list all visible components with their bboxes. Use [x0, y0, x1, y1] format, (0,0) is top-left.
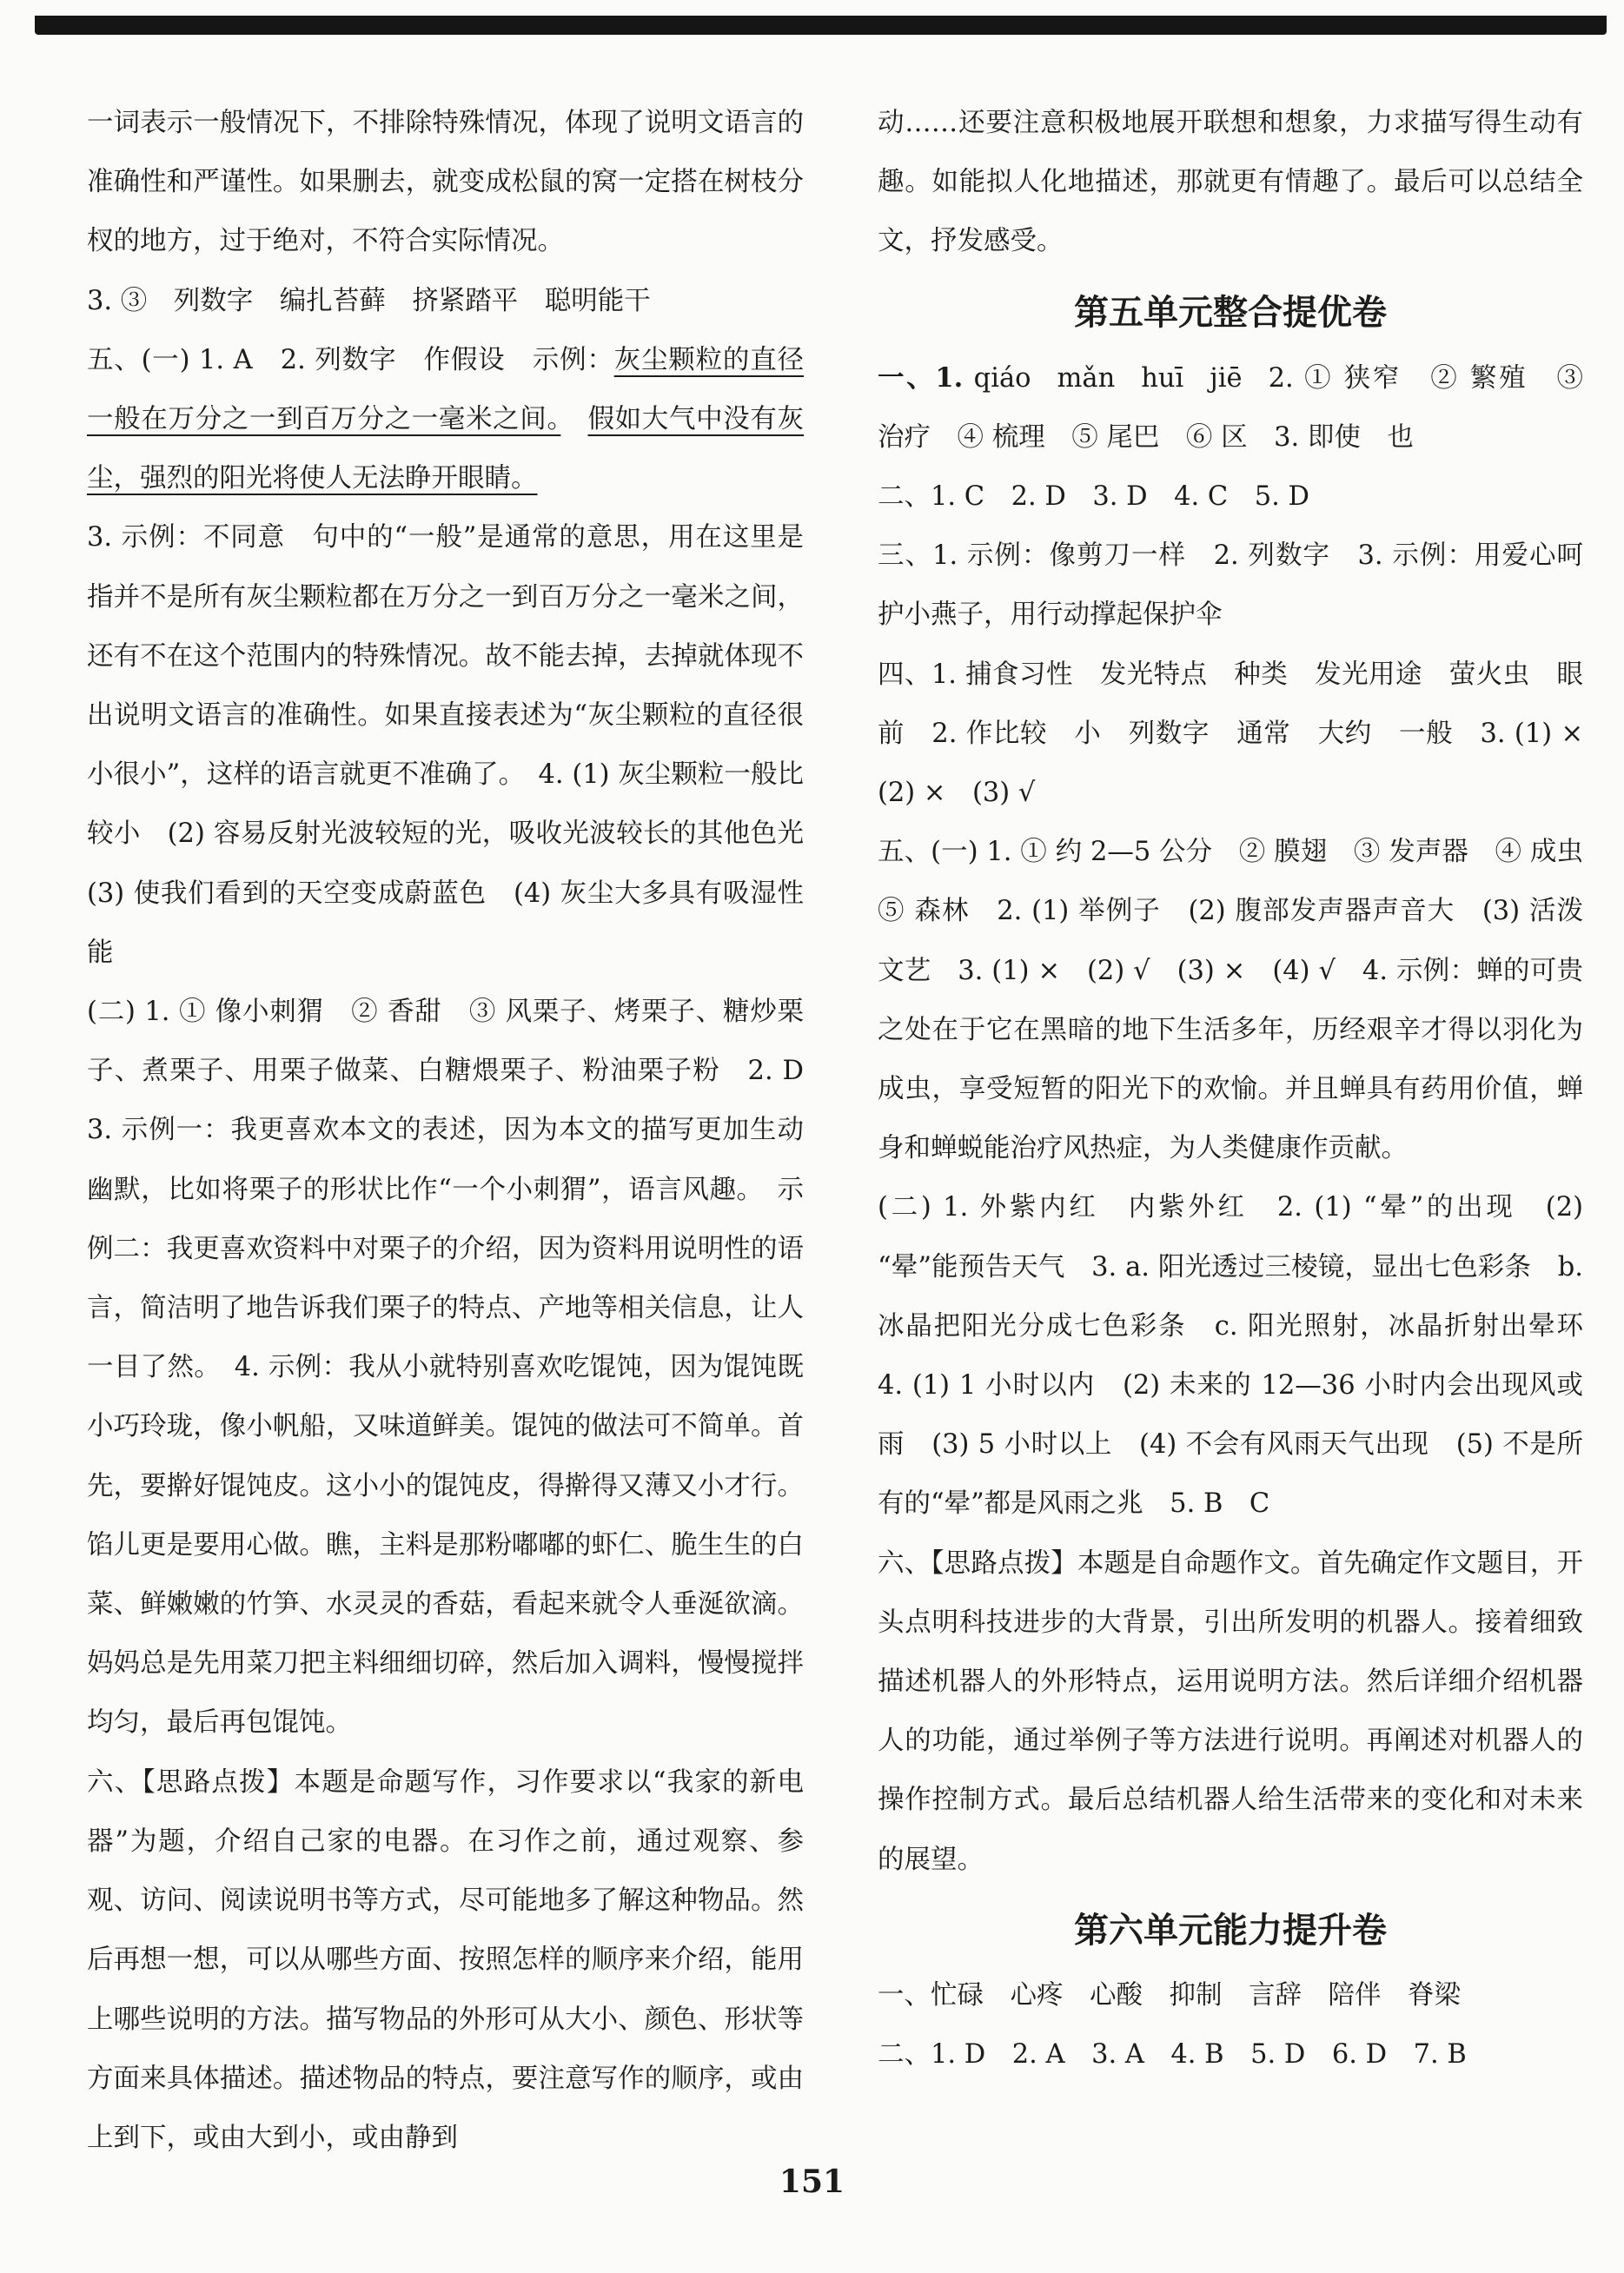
left-column — [87, 94, 831, 2168]
answer-paragraph: 四、1. 捕食习性 发光特点 种类 发光用途 萤火虫 眼前 2. 作比较 小 列数字 通常 大约 一般 3. (1) × (2) × (3) √ — [878, 659, 1610, 809]
answer-paragraph: 3. ③ 列数字 编扎苔藓 挤紧踏平 聪明能干 — [87, 285, 651, 316]
answer-paragraph: 一、忙碌 心疼 心酸 抑制 言辞 陪伴 脊梁 — [878, 1979, 1461, 2011]
answer-paragraph: (二) 1. ① 像小刺猬 ② 香甜 ③ 风栗子、烤栗子、糖炒栗子、煮栗子、用栗子做菜、白糖煨栗子、粉油栗子粉 2. D 3. 示例一：我更喜欢本文的表述，因为本文的描写更加生动幽默，比如将栗子的形状比作“一个小刺猬”，语言风趣。 示例二：我更喜欢资料中对栗子的介绍，因为资料用说明性的语言，简洁明了地告诉我们栗子的特点、产地等相关信息，让人一目了然。 4. 示例：我从小就特别喜欢吃馄饨，因为馄饨既小巧玲珑，像小帆船，又味道鲜美。馄饨的做法可不简单。首先，要擀好馄饨皮。这小小的馄饨皮，得擀得又薄又小才行。馅儿更是要用心做。瞧，主料是那粉嘟嘟的虾仁、脆生生的白菜、鲜嫩嫩的竹笋、水灵灵的香菇，看起来就令人垂涎欲滴。妈妈总是先用菜刀把主料细细切碎，然后加入调料，慢慢搅拌均匀，最后再包馄饨。 — [87, 997, 831, 1739]
pinyin-item: jiē — [1210, 362, 1243, 394]
answer-paragraph: 一词表示一般情况下，不排除特殊情况，体现了说明文语言的准确性和严谨性。如果删去，就变成松鼠的窝一定搭在树枝分杈的地方，过于绝对，不符合实际情况。 — [87, 108, 804, 257]
pinyin-item: huī — [1141, 362, 1184, 394]
page-number: 151 — [779, 2164, 845, 2200]
pinyin-item: mǎn — [1057, 362, 1116, 394]
answer-paragraph: 二、1. D 2. A 3. A 4. B 5. D 6. D 7. B — [878, 2039, 1467, 2071]
underlined-sentence: 灰尘颗粒的直径一般在万分之一到百万分之一毫米之间。 — [87, 344, 805, 435]
section-title-unit6: 第六单元能力提升卷 — [1074, 1910, 1387, 1951]
answer-paragraph: 动……还要注意积极地展开联想和想象，力求描写得生动有趣。如能拟人化地描述，那就更有情趣了。最后可以总结全文，抒发感受。 — [878, 108, 1583, 257]
answer-paragraph: (二) 1. 外紫内红 内紫外红 2. (1) “晕”的出现 (2) “晕”能预告天气 3. a. 阳光透过三棱镜，显出七色彩条 b. 冰晶把阳光分成七色彩条 c. 阳光照射，冰晶折射出晕环 4. (1) 1 小时以内 (2) 未来的 12—36 小时内会出现风或雨 (3) 5 小时以上 (4) 不会有风雨天气出现 (5) 不是所有的“晕”都是风雨之兆 5. B C — [878, 1192, 1610, 1520]
section-title-unit5: 第五单元整合提优卷 — [1074, 292, 1387, 333]
answer-paragraph: 3. 示例：不同意 句中的“一般”是通常的意思，用在这里是指并不是所有灰尘颗粒都在万分之一到百万分之一毫米之间，还有不在这个范围内的特殊情况。故不能去掉，去掉就体现不出说明文语言的准确性。如果直接表述为“灰尘颗粒的直径很小很小”，这样的语言就更不准确了。 4. (1) 灰尘颗粒一般比较小 (2) 容易反射光波较短的光，吸收光波较长的其他色光 (3) 使我们看到的天空变成蔚蓝色 (4) 灰尘大多具有吸湿性能 — [87, 522, 831, 968]
right-column — [878, 94, 1610, 2084]
answer-paragraph: 二、1. C 2. D 3. D 4. C 5. D — [878, 481, 1310, 513]
answer-paragraph: 六、【思路点拨】本题是命题写作，习作要求以“我家的新电器”为题，介绍自己家的电器。在习作之前，通过观察、参观、访问、阅读说明书等方式，尽可能地多了解这种物品。然后再想一想，可以从哪些方面、按照怎样的顺序来介绍，能用上哪些说明的方法。描写物品的外形可从大小、颜色、形状等方面来具体描述。描述物品的特点，要注意写作的顺序，或由上到下，或由大到小，或由静到 — [87, 1766, 804, 2153]
answer-paragraph: 一、1. qiáo mǎn huī jiē 2. ① 狭窄 ② 繁殖 ③ 治疗 ④ 梳理 ⑤ 尾巴 ⑥ 区 3. 即使 也 — [878, 348, 1583, 467]
underlined-sentence: 假如大气中没有灰尘，强烈的阳光将使人无法睁开眼睛。 — [87, 404, 805, 494]
answer-paragraph: 五、(一) 1. ① 约 2—5 公分 ② 膜翅 ③ 发声器 ④ 成虫 ⑤ 森林 2. (1) 举例子 (2) 腹部发声器声音大 (3) 活泼文艺 3. (1) × (2) √ (3) × (4) √ 4. 示例：蝉的可贵之处在于它在黑暗的地下生活多年，历经艰辛才得以羽化为成虫，享受短暂的阳光下的欢愉。并且蝉具有药用价值，蝉身和蝉蜕能治疗风热症，为人类健康作贡献。 — [878, 837, 1610, 1164]
answer-paragraph: 六、【思路点拨】本题是自命题作文。首先确定作文题目，开头点明科技进步的大背景，引出所发明的机器人。接着细致描述机器人的外形特点，运用说明方法。然后详细介绍机器人的功能，通过举例子等方法进行说明。再阐述对机器人的操作控制方式。最后总结机器人给生活带来的变化和对未来的展望。 — [878, 1547, 1583, 1875]
answer-paragraph: 三、1. 示例：像剪刀一样 2. 列数字 3. 示例：用爱心呵护小燕子，用行动撑起保护伞 — [878, 540, 1583, 631]
top-rule — [35, 16, 1607, 35]
pinyin-item: qiáo — [973, 362, 1031, 394]
pinyin-list — [974, 363, 1269, 394]
answer-paragraph: 五、(一) 1. A 2. 列数字 作假设 示例：灰尘颗粒的直径一般在万分之一到百万分之一毫米之间。 假如大气中没有灰尘，强烈的阳光将使人无法睁开眼睛。 — [87, 344, 805, 494]
